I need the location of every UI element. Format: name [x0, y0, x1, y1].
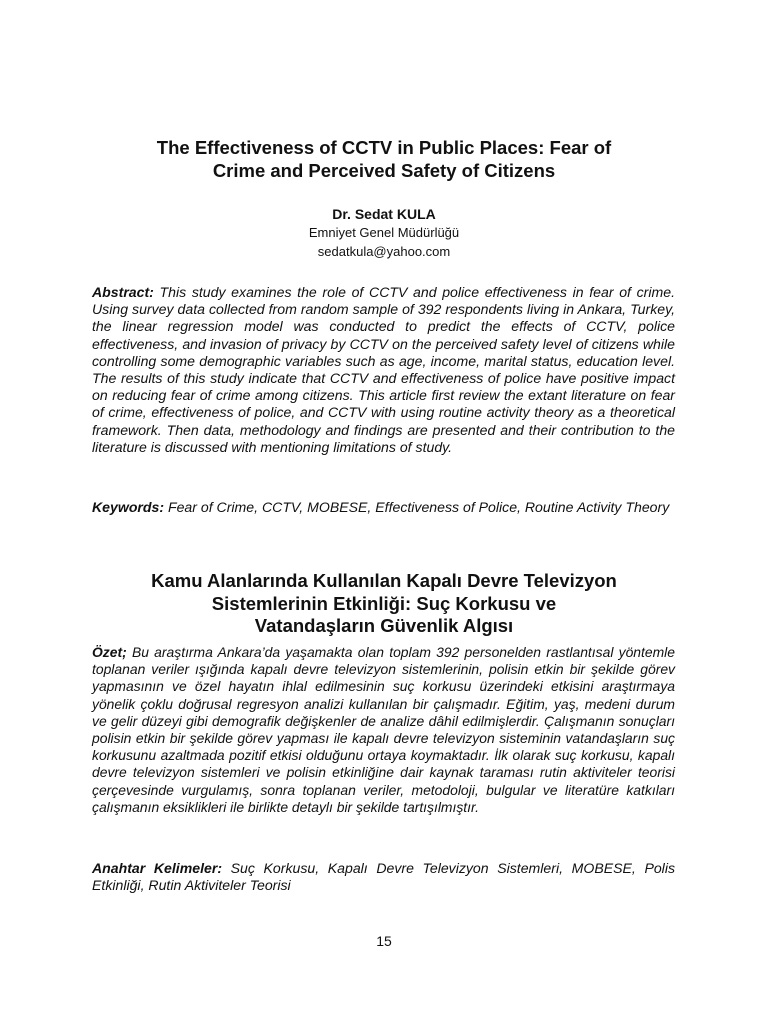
abstract-text: This study examines the role of CCTV and police effectiveness in fear of crime. Using survey data collected from random sample of 392 respondents living in Ankara, Turkey, the linear regression model was conducted to predict the effects of CCTV, police effectiveness, and invasion of privacy by CCTV on the perceived safety level of citizens while controlling some demographic variables such as age, income, marital status, education level. The results of this study indicate that CCTV and effectiveness of police have positive impact on reducing fear of crime among citizens. This article first review the extant literature on fear of crime, effectiveness of police, and CCTV with using routine activity theory as a theoretical framework. Then data, methodology and findings are presented and their contribution to the literature is discussed with mentioning limitations of study.: [92, 284, 675, 455]
turkish-title-line-1: Kamu Alanlarında Kullanılan Kapalı Devre Televizyon: [151, 570, 617, 591]
keywords-label: Keywords:: [92, 499, 165, 515]
turkish-abstract-text: Bu araştırma Ankara’da yaşamakta olan toplam 392 personelden rastlantısal yöntemle toplanan veriler ışığında kapalı devre televizyon sistemlerinin, polisin etkin bir şekilde görev yapmasının ve özel hayatın ihlal edilmesinin suç korkusu üzerindeki etkisini araştırmaya yönelik çoklu doğrusal regresyon analizi kullanılan bir çalışmadır. Eğitim, yaş, medeni durum ve gelir düzeyi gibi demografik değişkenler de analize dâhil edilmişlerdir. Çalışmanın sonuçları polisin etkin bir şekilde görev yapması ile kapalı devre televizyon sisteminin vatandaşların suç korkusunu azaltmada pozitif etkisi olduğunu ortaya koymaktadır. İlk olarak suç korkusu, kapalı devre televizyon sistemleri ve polisin etkinliğine dair kaynak taraması rutin aktiviteler teorisi çerçevesinde vurgulamış, sonra toplanan veriler, metodoloji, bulgular ve literatüre katkıları çalışmanın eksiklikleri ile birlikte detaylı bir şekilde tartışılmıştır.: [92, 644, 675, 815]
keywords-text: Fear of Crime, CCTV, MOBESE, Effectiveness of Police, Routine Activity Theory: [167, 499, 670, 515]
abstract-label: Abstract:: [92, 284, 154, 300]
author-name: Dr. Sedat KULA: [332, 206, 436, 222]
page-number: 15: [376, 933, 392, 949]
author-block: [92, 205, 676, 261]
paper-title: [92, 136, 676, 182]
turkish-keywords: [92, 860, 675, 895]
author-affiliation: Emniyet Genel Müdürlüğü: [308, 225, 460, 240]
keywords: [92, 499, 675, 516]
abstract: [92, 284, 675, 456]
turkish-abstract: [92, 644, 675, 816]
turkish-title-line-2: Sistemlerinin Etkinliği: Suç Korkusu ve: [211, 592, 557, 614]
turkish-title: [92, 570, 676, 638]
paper-title-line-2: Crime and Perceived Safety of Citizens: [212, 160, 556, 181]
author-email: sedatkula@yahoo.com: [317, 244, 451, 259]
paper-title-line-1: The Effectiveness of CCTV in Public Places: Fear of: [156, 137, 612, 158]
turkish-abstract-label: Özet;: [92, 644, 127, 660]
turkish-title-line-3: Vatandaşların Güvenlik Algısı: [254, 615, 514, 636]
turkish-keywords-text: Suç Korkusu, Kapalı Devre Televizyon Sistemleri, MOBESE, Polis Etkinliği, Rutin Aktiviteler Teorisi: [92, 860, 675, 894]
turkish-keywords-label: Anahtar Kelimeler:: [92, 860, 223, 876]
